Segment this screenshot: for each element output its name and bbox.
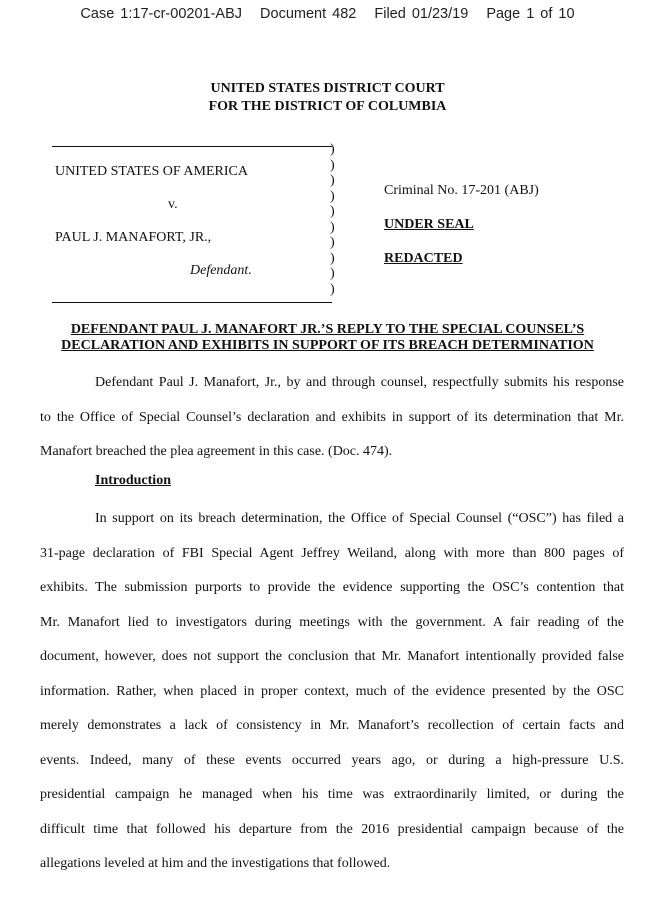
versus: v. xyxy=(168,197,178,212)
court-line-1: UNITED STATES DISTRICT COURT xyxy=(210,81,445,96)
under-seal-label: UNDER SEAL xyxy=(384,217,474,232)
paragraph-2 xyxy=(40,502,624,882)
paragraph-line: Manafort breached the plea agreement in this case. (Doc. 474). xyxy=(40,444,393,459)
paragraph-line: exhibits. The submission purports to provide the evidence supporting the OSC’s contention that xyxy=(40,580,624,595)
paragraph-line: information. Rather, when placed in proper context, much of the evidence presented by the OSC xyxy=(40,683,624,699)
paragraph-line: document, however, does not support the conclusion that Mr. Manafort intentionally provided false xyxy=(40,649,624,664)
document-number: Document 482 xyxy=(260,6,357,22)
court-name xyxy=(0,80,655,116)
plaintiff-name: UNITED STATES OF AMERICA xyxy=(55,164,248,179)
criminal-number: Criminal No. 17-201 (ABJ) xyxy=(384,183,539,198)
paragraph-line: 31-page declaration of FBI Special Agent Jeffrey Weiland, along with more than 800 pages of xyxy=(40,545,624,561)
paragraph-line: to the Office of Special Counsel’s declaration and exhibits in support of its determination that Mr. xyxy=(40,409,624,425)
paragraph-line: allegations leveled at him and the investigations that followed. xyxy=(40,856,391,871)
case-number: Case 1:17-cr-00201-ABJ xyxy=(80,6,242,22)
title-line-2: DECLARATION AND EXHIBITS IN SUPPORT OF ITS BREACH DETERMINATION xyxy=(61,338,594,353)
paragraph-line: Defendant Paul J. Manafort, Jr., by and through counsel, respectfully submits his response xyxy=(95,375,624,390)
paren-stack: ) ) ) ) ) ) ) ) ) ) xyxy=(330,142,335,297)
paragraph-line: difficult time that followed his departure from the 2016 presidential campaign because of the xyxy=(40,821,624,837)
paragraph-line: merely demonstrates a lack of consistency in Mr. Manafort’s recollection of certain facts and xyxy=(40,718,624,733)
court-line-2: FOR THE DISTRICT OF COLUMBIA xyxy=(208,99,447,114)
paragraph-line: presidential campaign he managed when his time was extraordinarily limited, or during the xyxy=(40,787,624,802)
introduction-heading: Introduction xyxy=(95,473,171,488)
paragraph-1 xyxy=(40,366,624,470)
page-indicator: Page 1 of 10 xyxy=(486,6,575,22)
redacted-label: REDACTED xyxy=(384,251,463,266)
caption-parentheses xyxy=(330,142,335,297)
paragraph-line: events. Indeed, many of these events occurred years ago, or during a high-pressure U.S. xyxy=(40,752,624,768)
document-title xyxy=(0,322,655,354)
defendant-name: PAUL J. MANAFORT, JR., xyxy=(55,230,212,245)
filing-header xyxy=(0,6,655,22)
caption-top-rule xyxy=(52,146,332,147)
filed-date: Filed 01/23/19 xyxy=(374,6,469,22)
paragraph-line: In support on its breach determination, the Office of Special Counsel (“OSC”) has filed a xyxy=(95,511,624,526)
paragraph-line: Mr. Manafort lied to investigators during meetings with the government. A fair reading of the xyxy=(40,614,624,630)
title-line-1: DEFENDANT PAUL J. MANAFORT JR.’S REPLY TO THE SPECIAL COUNSEL’S xyxy=(70,322,585,337)
caption-bottom-rule xyxy=(52,302,332,303)
defendant-label: Defendant. xyxy=(190,263,252,278)
